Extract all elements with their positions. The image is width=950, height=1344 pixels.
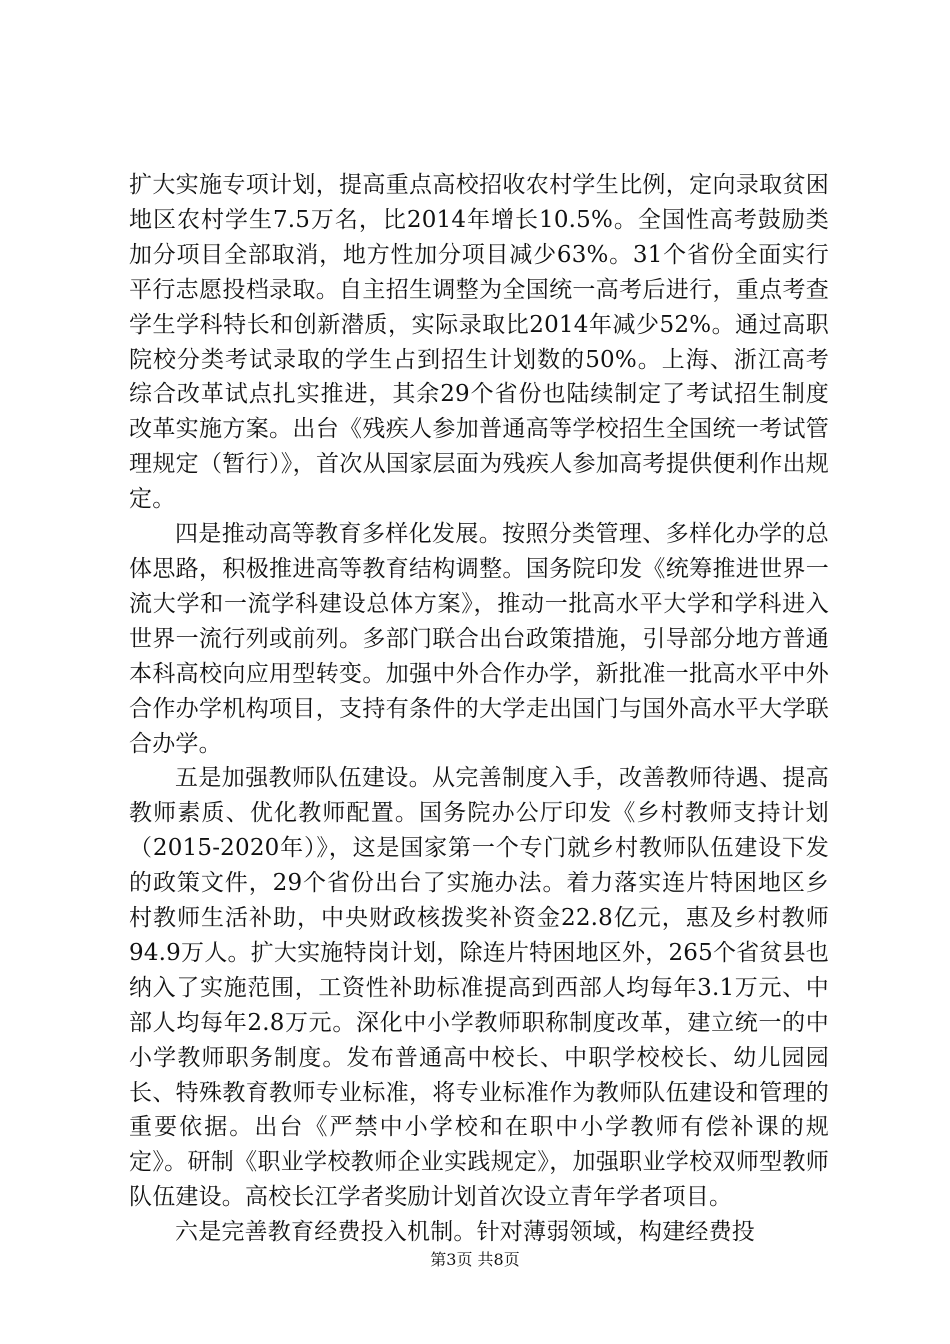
paragraph-1: 扩大实施专项计划，提高重点高校招收农村学生比例，定向录取贫困地区农村学生7.5万名，比2014年增长10.5%。全国性高考鼓励类加分项目全部取消，地方性加分项目减少63%。31个省份全面实行平行志愿投档录取。自主招生调整为全国统一高考后进行，重点考查学生学科特长和创新潜质，实际录取比2014年减少52%。通过高职院校分类考试录取的学生占到招生计划数的50%。上海、浙江高考综合改革试点扎实推进，其余29个省份也陆续制定了考试招生制度改革实施方案。出台《残疾人参加普通高等学校招生全国统一考试管理规定（暂行）》，首次从国家层面为残疾人参加高考提供便利作出规定。 (129, 172, 829, 513)
page-footer (0, 1247, 950, 1270)
document-body (129, 168, 829, 1250)
paragraph-3: 五是加强教师队伍建设。从完善制度入手，改善教师待遇、提高教师素质、优化教师配置。国务院办公厅印发《乡村教师支持计划（2015-2020年）》，这是国家第一个专门就乡村教师队伍建设下发的政策文件，29个省份出台了实施办法。着力落实连片特困地区乡村教师生活补助，中央财政核拨奖补资金22.8亿元，惠及乡村教师94.9万人。扩大实施特岗计划，除连片特困地区外，265个省贫县也纳入了实施范围，工资性补助标准提高到西部人均每年3.1万元、中部人均每年2.8万元。深化中小学教师职称制度改革，建立统一的中小学教师职务制度。发布普通高中校长、中职学校校长、幼儿园园长、特殊教育教师专业标准，将专业标准作为教师队伍建设和管理的重要依据。出台《严禁中小学校和在职中小学教师有偿补课的规定》。研制《职业学校教师企业实践规定》，加强职业学校双师型教师队伍建设。高校长江学者奖励计划首次设立青年学者项目。 (129, 765, 829, 1211)
paragraph-2: 四是推动高等教育多样化发展。按照分类管理、多样化办学的总体思路，积极推进高等教育结构调整。国务院印发《统筹推进世界一流大学和一流学科建设总体方案》，推动一批高水平大学和学科进入世界一流行列或前列。多部门联合出台政策措施，引导部分地方普通本科高校向应用型转变。加强中外合作办学，新批准一批高水平中外合作办学机构项目，支持有条件的大学走出国门与国外高水平大学联合办学。 (129, 521, 829, 757)
page-number: 第3页 共8页 (430, 1250, 520, 1269)
paragraph-4: 六是完善教育经费投入机制。针对薄弱领域，构建经费投 (175, 1219, 755, 1246)
